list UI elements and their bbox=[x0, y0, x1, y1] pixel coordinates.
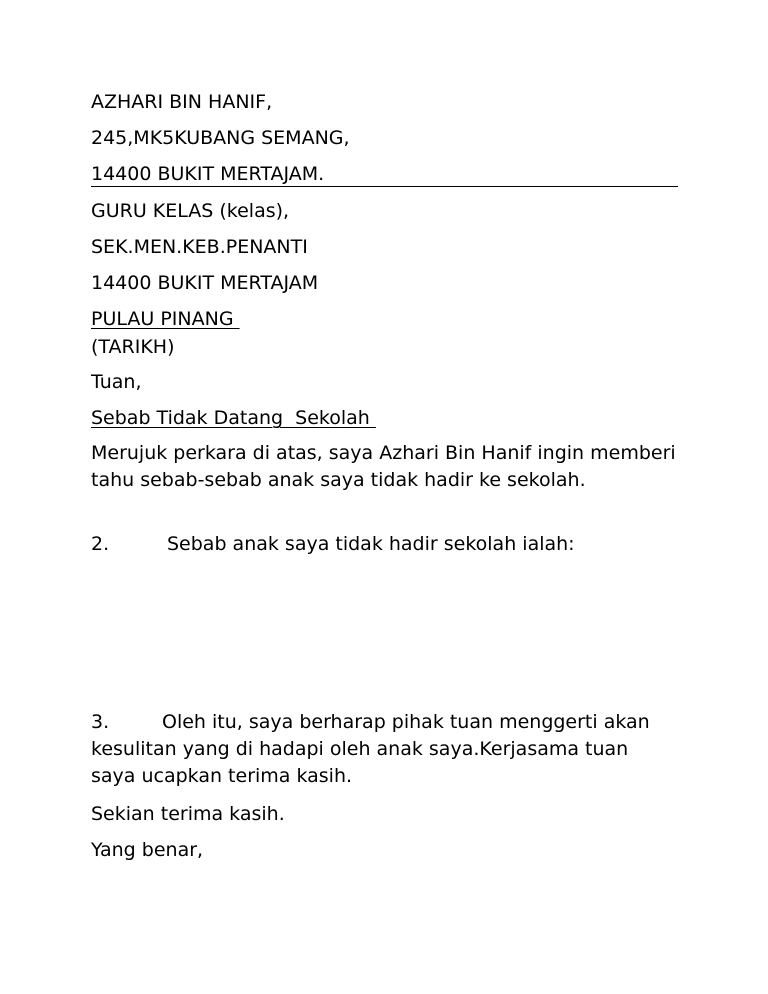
closing-line-1: Sekian terima kasih. bbox=[91, 803, 285, 825]
recipient-line1: GURU KELAS (kelas), bbox=[91, 200, 290, 222]
sender-name: AZHARI BIN HANIF, bbox=[91, 91, 273, 113]
letter-date: (TARIKH) bbox=[91, 336, 175, 358]
point-2 bbox=[91, 532, 575, 556]
point-3-number: 3. bbox=[91, 711, 110, 733]
point-3-text-line1: Oleh itu, saya berharap pihak tuan menggerti akan bbox=[162, 711, 650, 733]
point-2-number: 2. bbox=[91, 533, 110, 555]
letter-subject: Sebab Tidak Datang Sekolah bbox=[91, 407, 376, 429]
sender-address-line1: 245,MK5KUBANG SEMANG, bbox=[91, 127, 350, 149]
recipient-line4: PULAU PINANG bbox=[91, 308, 240, 330]
point-3 bbox=[91, 709, 691, 790]
header-divider bbox=[91, 186, 678, 187]
body-paragraph-1: Merujuk perkara di atas, saya Azhari Bin Hanif ingin memberi tahu sebab-sebab anak saya tidak hadir ke sekolah. bbox=[91, 442, 676, 491]
sender-address-line2: 14400 BUKIT MERTAJAM. bbox=[91, 163, 325, 185]
point-2-text: Sebab anak saya tidak hadir sekolah ialah: bbox=[167, 533, 575, 555]
recipient-line3: 14400 BUKIT MERTAJAM bbox=[91, 272, 319, 294]
recipient-line2: SEK.MEN.KEB.PENANTI bbox=[91, 236, 308, 258]
closing-line-2: Yang benar, bbox=[91, 839, 204, 861]
point-3-text-rest: kesulitan yang di hadapi oleh anak saya.Kerjasama tuan saya ucapkan terima kasih. bbox=[91, 738, 629, 787]
salutation: Tuan, bbox=[91, 371, 142, 393]
